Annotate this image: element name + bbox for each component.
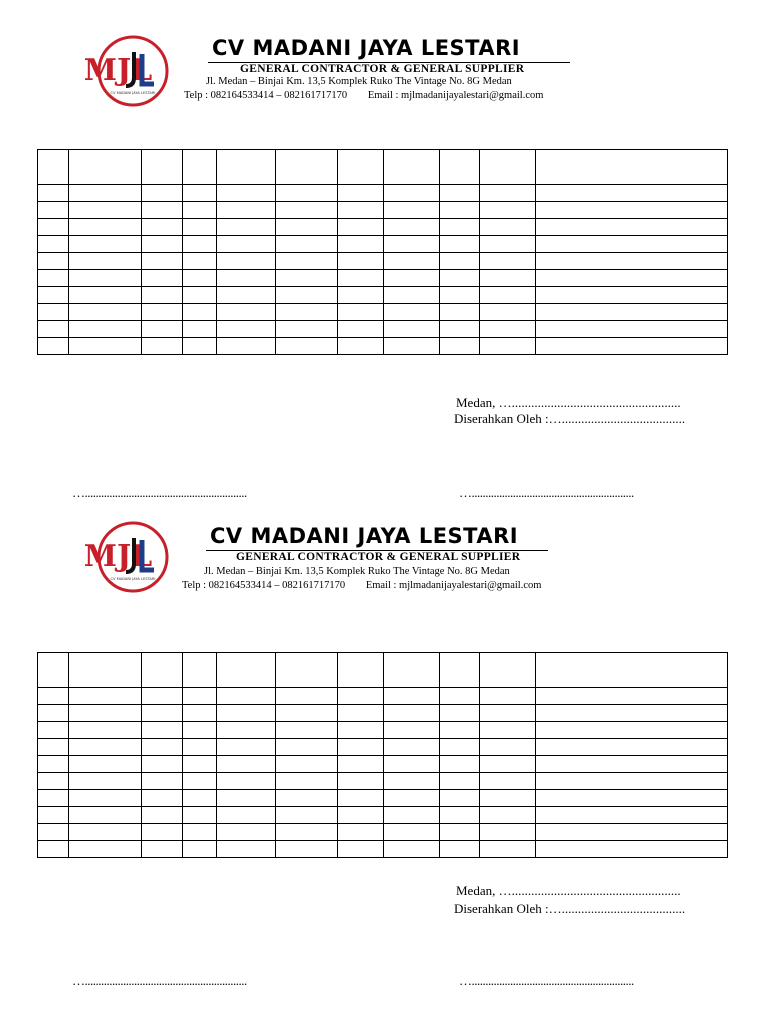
table-row: [38, 790, 728, 807]
table-row: [38, 253, 728, 270]
delivery-form-2: [0, 505, 768, 1010]
place-date-line: Medan, …....................................................: [456, 883, 681, 898]
company-contact: [182, 581, 545, 592]
signature-line-left: …...........................................................: [72, 485, 247, 500]
table-row: [38, 807, 728, 824]
logo-caption: CV MADANI JAYA LESTARI: [110, 577, 156, 581]
table-row: [38, 773, 728, 790]
logo-letter-m: MJL: [83, 53, 153, 88]
table-row: [38, 304, 728, 321]
table-header-row: [38, 653, 728, 688]
company-address: Jl. Medan – Binjai Km. 13,5 Komplek Ruko The Vintage No. 8G Medan: [206, 76, 512, 87]
handed-over-by-line: Diserahkan Oleh :…......................................: [454, 411, 686, 426]
company-logo: [83, 520, 170, 594]
logo-caption: CV MADANI JAYA LESTARI: [110, 91, 156, 95]
signature-line-right: …...........................................................: [459, 973, 634, 988]
table-row: [38, 219, 728, 236]
company-email: Email : mjlmadanijayalestari@gmail.com: [365, 580, 542, 591]
table-row: [38, 185, 728, 202]
company-contact: [184, 91, 547, 102]
company-phone: Telp : 082164533414 – 082161717170: [182, 580, 346, 591]
table-row: [38, 270, 728, 287]
logo-letter-m: MJL: [83, 539, 153, 574]
table-row: [38, 338, 728, 355]
table-row: [38, 688, 728, 705]
company-logo: [83, 34, 170, 108]
item-table: [37, 652, 728, 858]
table-row: [38, 824, 728, 841]
table-row: [38, 739, 728, 756]
table-row: [38, 287, 728, 304]
table-row: [38, 756, 728, 773]
signature-line-left: …...........................................................: [72, 973, 247, 988]
table-row: [38, 202, 728, 219]
company-phone: Telp : 082164533414 – 082161717170: [184, 90, 348, 101]
company-name: CV MADANI JAYA LESTARI: [212, 36, 521, 60]
table-row: [38, 321, 728, 338]
company-address: Jl. Medan – Binjai Km. 13,5 Komplek Ruko The Vintage No. 8G Medan: [204, 566, 510, 577]
item-table: [37, 149, 728, 355]
company-email: Email : mjlmadanijayalestari@gmail.com: [367, 90, 544, 101]
table-row: [38, 841, 728, 858]
table-row: [38, 236, 728, 253]
place-date-line: Medan, …....................................................: [456, 395, 681, 410]
table-row: [38, 722, 728, 739]
signature-line-right: …...........................................................: [459, 485, 634, 500]
delivery-form-1: [0, 0, 768, 505]
handed-over-by-line: Diserahkan Oleh :…......................................: [454, 901, 686, 916]
company-name: CV MADANI JAYA LESTARI: [210, 524, 519, 548]
company-subtitle: GENERAL CONTRACTOR & GENERAL SUPPLIER: [240, 63, 525, 75]
table-header-row: [38, 150, 728, 185]
company-subtitle: GENERAL CONTRACTOR & GENERAL SUPPLIER: [236, 551, 521, 563]
table-row: [38, 705, 728, 722]
